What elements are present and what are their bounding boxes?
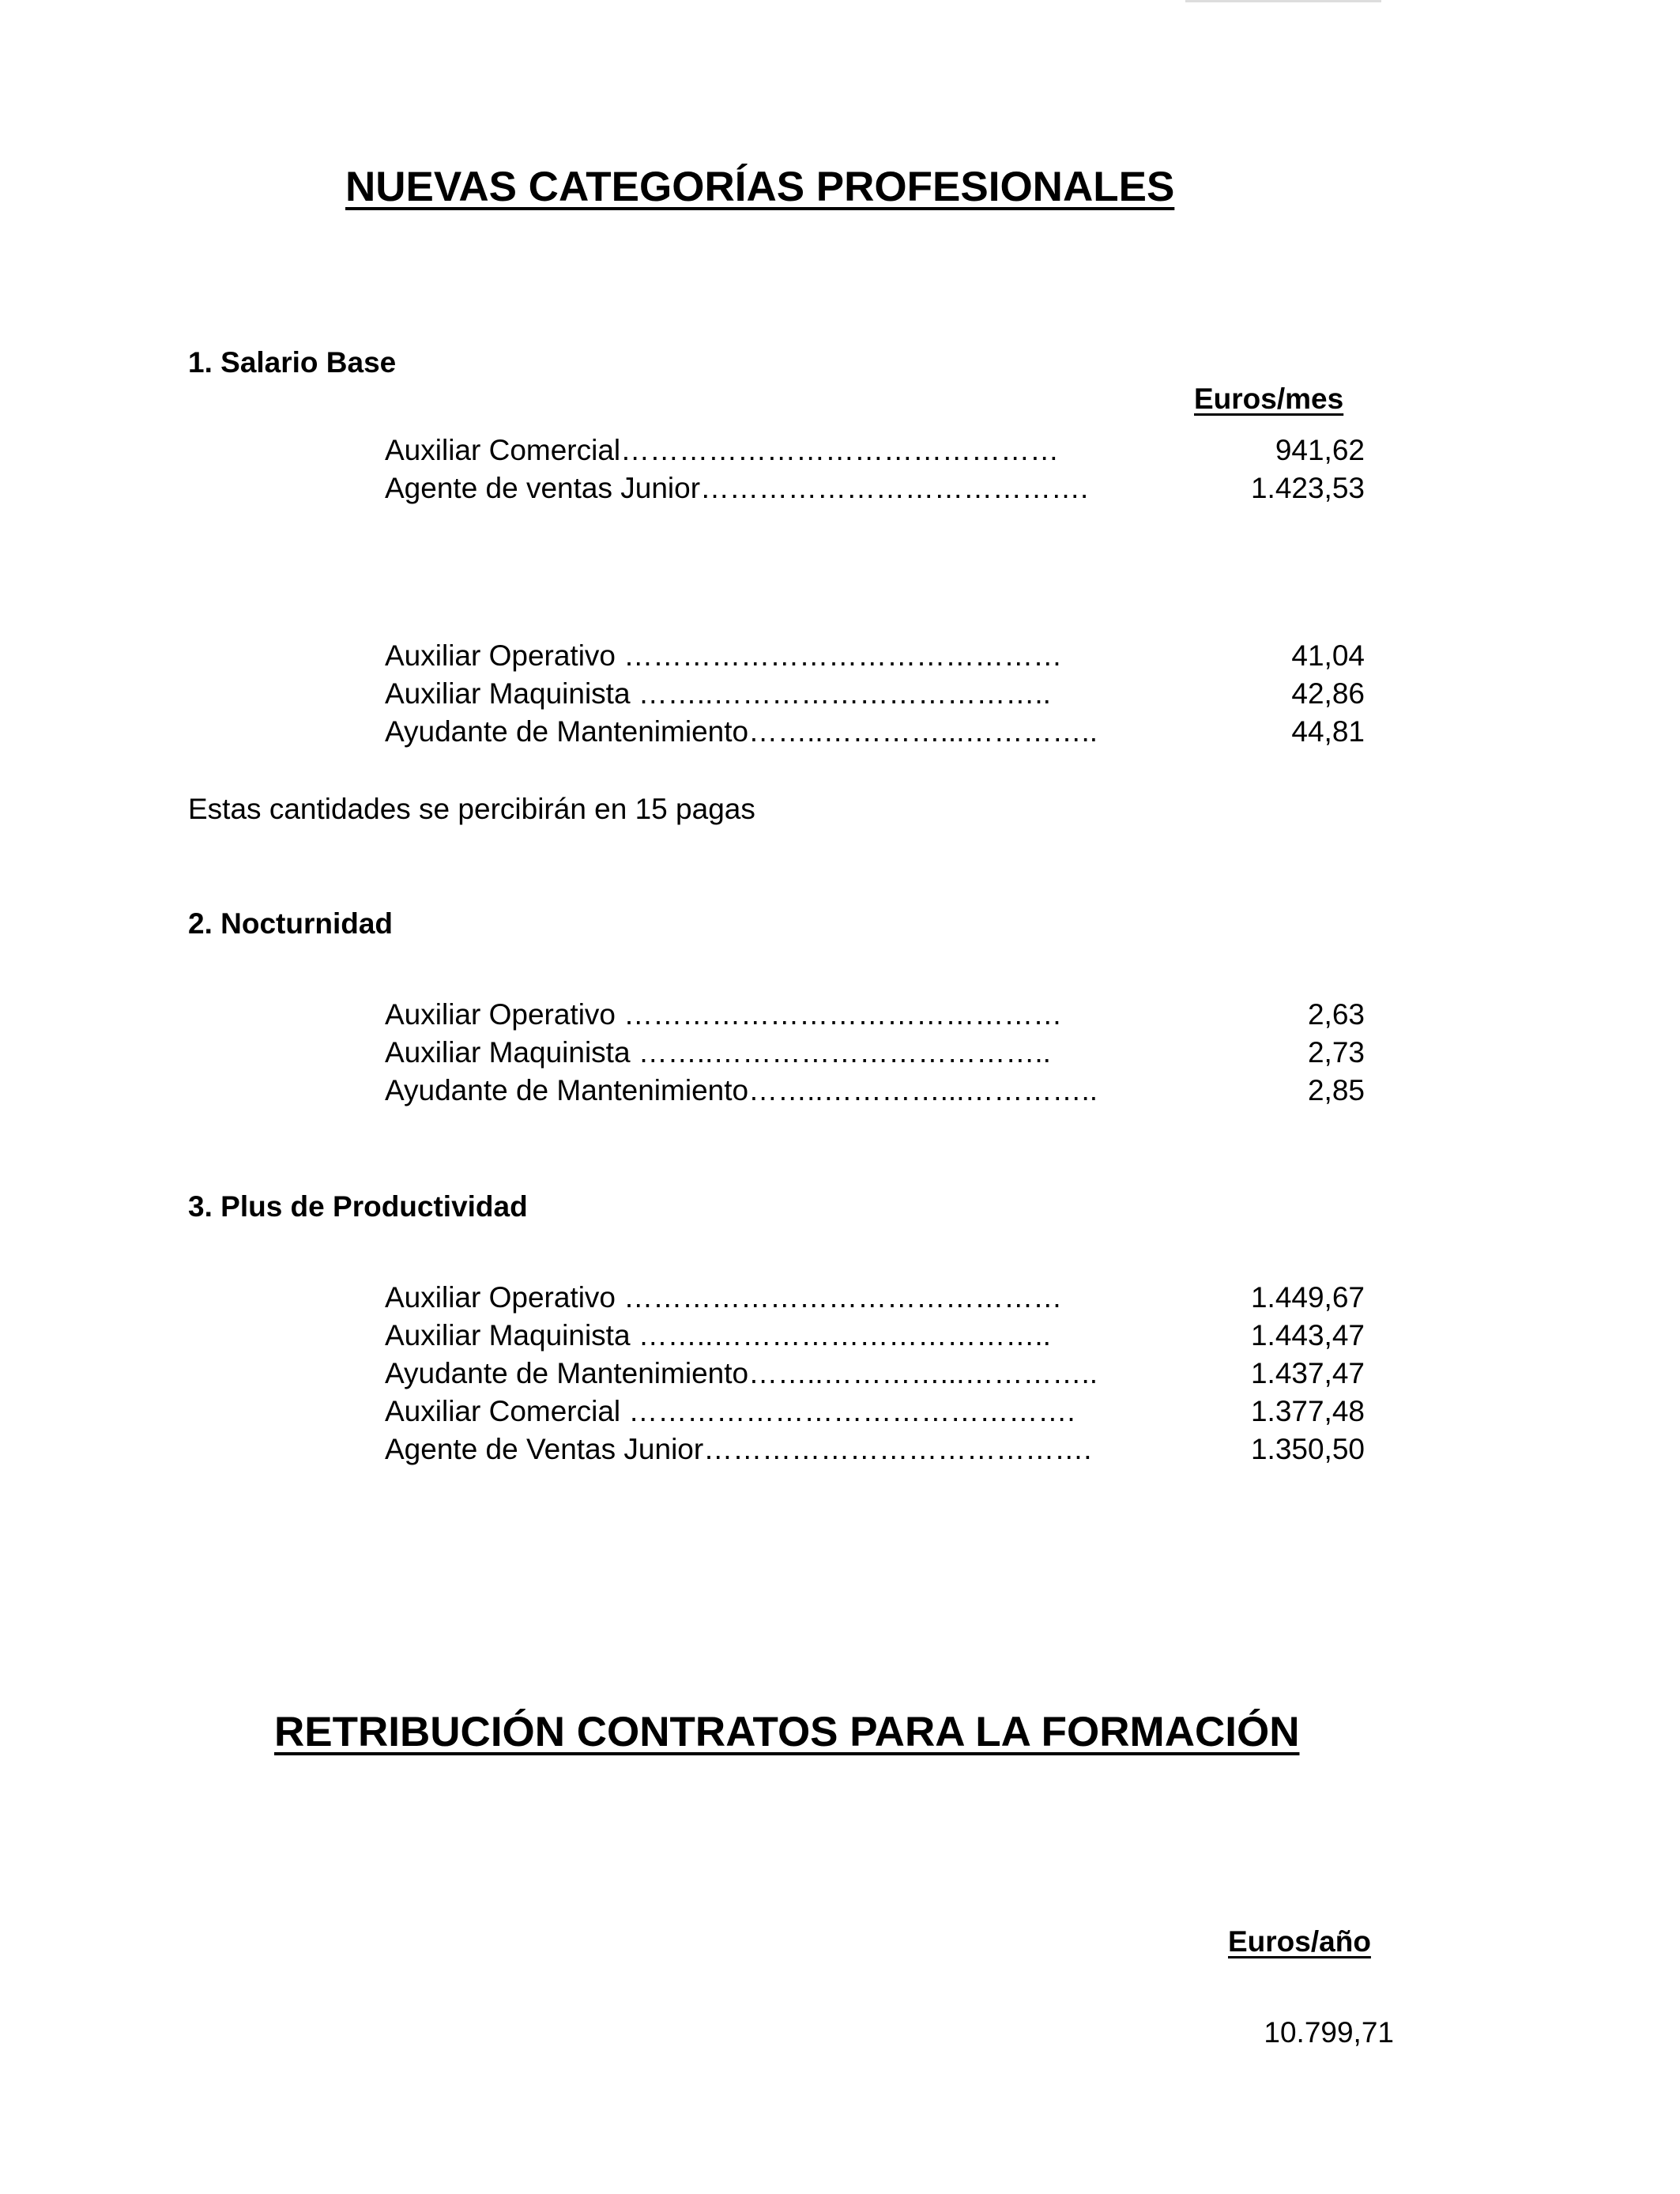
row-value: 941,62 xyxy=(1275,434,1365,466)
row-label: Auxiliar Comercial ………………………………………. xyxy=(385,1395,1075,1427)
table-row xyxy=(385,432,1365,469)
row-label: Auxiliar Maquinista ……..…………………………….. xyxy=(385,1036,1051,1069)
table-row xyxy=(385,713,1365,751)
page-title: NUEVAS CATEGORÍAS PROFESIONALES xyxy=(345,164,1175,210)
row-value: 42,86 xyxy=(1291,677,1365,710)
row-label: Ayudante de Mantenimiento……..…………...………….. xyxy=(385,1074,1098,1106)
row-value: 44,81 xyxy=(1291,715,1365,748)
row-label: Auxiliar Comercial……………………………………… xyxy=(385,434,1060,466)
row-value: 1.377,48 xyxy=(1250,1395,1365,1427)
formacion-title: RETRIBUCIÓN CONTRATOS PARA LA FORMACIÓN xyxy=(274,1709,1300,1755)
table-row xyxy=(385,1034,1365,1072)
table-row xyxy=(385,1431,1365,1468)
table-row xyxy=(385,1072,1365,1110)
section-heading-plus-productividad: 3. Plus de Productividad xyxy=(188,1190,528,1223)
payment-note: Estas cantidades se percibirán en 15 pagas xyxy=(188,793,755,825)
table-row xyxy=(385,1393,1365,1431)
row-label: Agente de ventas Junior…………………………………. xyxy=(385,472,1089,504)
table-row xyxy=(385,1355,1365,1393)
table-row xyxy=(385,996,1365,1034)
table-row xyxy=(385,1317,1365,1355)
row-value: 2,63 xyxy=(1307,998,1365,1031)
row-label: Ayudante de Mantenimiento……..…………...………….. xyxy=(385,715,1098,748)
table-row xyxy=(385,637,1365,675)
row-label: Auxiliar Operativo ……………………………………… xyxy=(385,1281,1063,1314)
row-label: Auxiliar Operativo ……………………………………… xyxy=(385,639,1063,672)
table-row xyxy=(385,675,1365,713)
unit-header-euros-ano: Euros/año xyxy=(1228,1925,1371,1958)
table-row xyxy=(385,469,1365,507)
row-label: Auxiliar Maquinista ……..…………………………….. xyxy=(385,1319,1051,1351)
unit-header-euros-mes: Euros/mes xyxy=(1194,383,1344,415)
row-label: Agente de Ventas Junior…………………………………. xyxy=(385,1433,1092,1465)
table-row xyxy=(385,1279,1365,1317)
row-value: 1.449,67 xyxy=(1250,1281,1365,1314)
row-label: Auxiliar Maquinista ……..…………………………….. xyxy=(385,677,1051,710)
row-value: 1.423,53 xyxy=(1250,472,1365,504)
row-label: Ayudante de Mantenimiento……..…………...………….. xyxy=(385,1357,1098,1389)
row-value: 41,04 xyxy=(1291,639,1365,672)
section-heading-nocturnidad: 2. Nocturnidad xyxy=(188,907,394,940)
row-value: 1.350,50 xyxy=(1250,1433,1365,1465)
row-value: 1.443,47 xyxy=(1250,1319,1365,1351)
formacion-value: 10.799,71 xyxy=(1264,2016,1394,2049)
top-edge-rule xyxy=(1185,0,1381,2)
row-value: 2,73 xyxy=(1307,1036,1365,1069)
row-label: Auxiliar Operativo ……………………………………… xyxy=(385,998,1063,1031)
row-value: 2,85 xyxy=(1307,1074,1365,1106)
row-value: 1.437,47 xyxy=(1250,1357,1365,1389)
section-heading-salario-base: 1. Salario Base xyxy=(188,346,397,379)
